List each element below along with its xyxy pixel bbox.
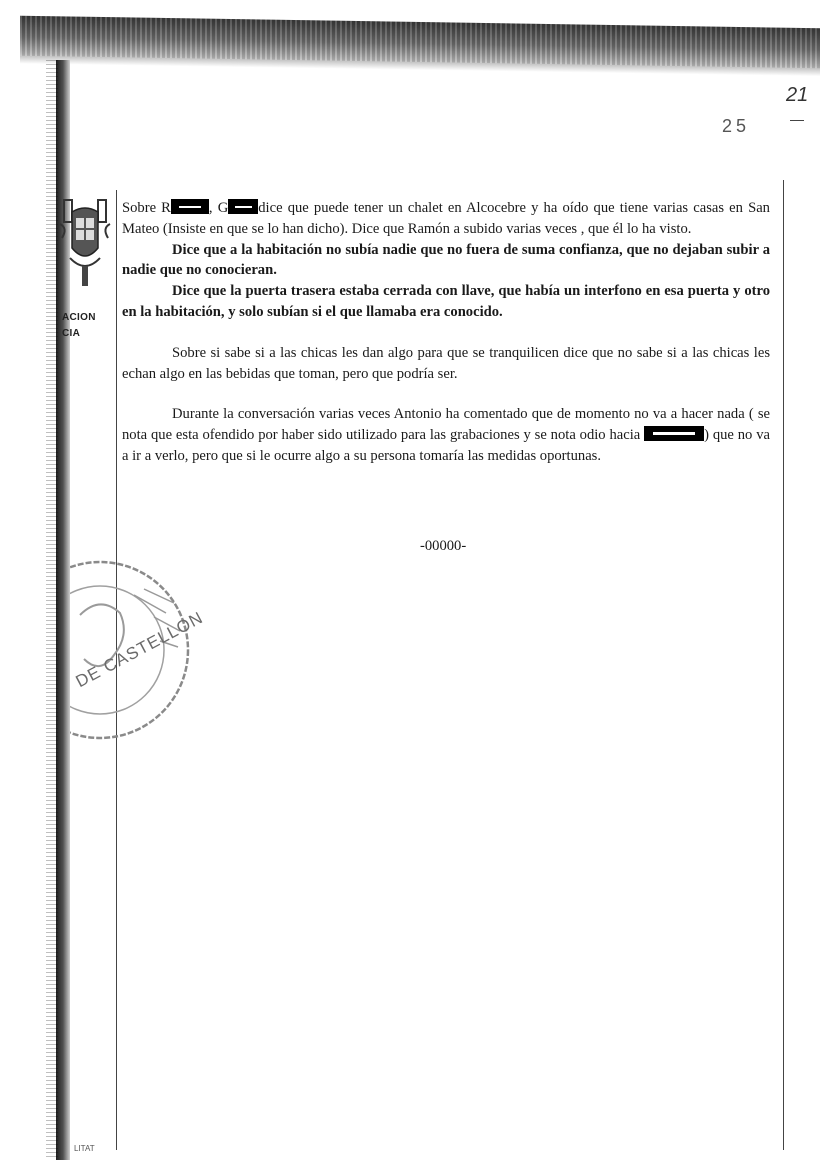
paragraph-drinks: Sobre si sabe si a las chicas les dan algo para que se tranquilicen dice que no sabe si a las chicas les echan algo en las bebidas que toman, pero que podría ser. <box>122 344 770 382</box>
scan-noise-left <box>46 60 58 1160</box>
paragraph-conversation <box>122 404 770 466</box>
text-segment: , G <box>208 200 229 216</box>
handwritten-page-number: 21 <box>786 84 809 106</box>
document-body <box>122 198 770 467</box>
redacted-name <box>228 199 258 214</box>
right-margin-rule <box>783 180 784 1150</box>
paragraph-door: Dice que la puerta trasera estaba cerrada con llave, que había un interfono en esa puerta y otro en la habitación, y solo subían si el que llamaba era conocido. <box>122 283 770 320</box>
text-segment: Durante la conversación varias veces Antonio ha comentado que de momento no va a hacer nada ( se nota que esta ofendido por haber sido utilizado para las grabaciones y se nota odio hacia <box>122 406 770 444</box>
page-number-dash <box>790 120 804 121</box>
redacted-name <box>644 426 704 441</box>
department-label <box>62 310 96 342</box>
bottom-margin-mark: LITAT <box>74 1144 95 1153</box>
redacted-name <box>171 199 209 214</box>
paragraph-access: Dice que a la habitación no subía nadie que no fuera de suma confianza, que no dejaban subir a nadie que no conocieran. <box>122 241 770 279</box>
paragraph-property <box>122 198 770 240</box>
stamp-inscription: DE CASTELLON <box>72 607 207 692</box>
text-segment: dice que puede tener un chalet en Alcocebre y ha oído que tiene varias casas en San Mateo (Insiste en que se lo han dicho). Dice que Ramón a subido varias veces , que él lo ha visto. <box>122 200 770 237</box>
printed-page-number: 25 <box>722 116 751 136</box>
department-label-line1: ACION <box>62 312 96 323</box>
coat-of-arms-icon <box>58 198 114 290</box>
text-segment: ) que no va a ir a verlo, pero que si le ocurre algo a su persona tomaría las medidas oportunas. <box>122 427 770 464</box>
department-label-line2: CIA <box>62 328 81 339</box>
end-of-document-mark: -00000- <box>420 538 467 554</box>
text-segment: Sobre R <box>122 200 171 216</box>
